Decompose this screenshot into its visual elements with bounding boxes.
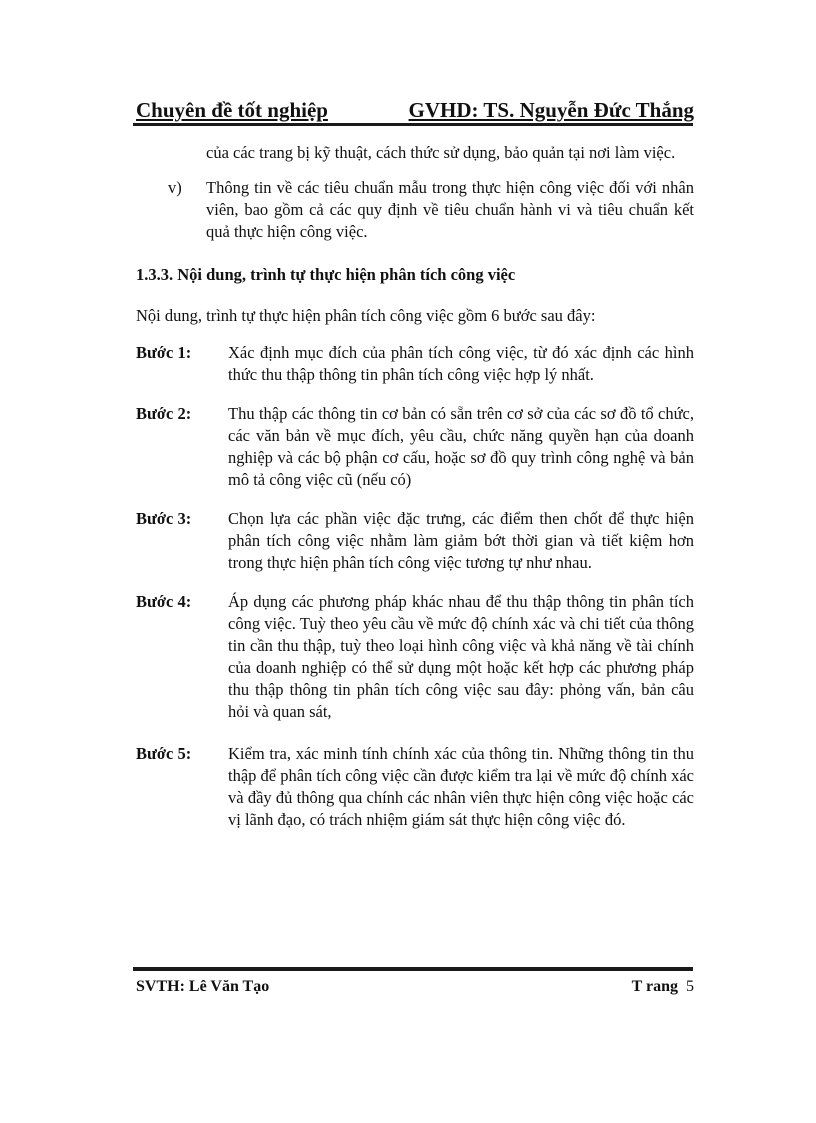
step-text: Thu thập các thông tin cơ bản có sẵn trên cơ sở của các sơ đồ tổ chức, các văn bản về mục đích, yêu cầu, chức năng quyền hạn của doanh nghiệp và các bộ phận cơ cấu, hoặc sơ đồ quy trình công nghệ và bản mô tả công việc cũ (nếu có) (228, 404, 694, 489)
footer-divider (133, 967, 693, 971)
page-footer (136, 978, 694, 1000)
step-label: Bước 1: (136, 343, 192, 362)
page-body (136, 142, 694, 831)
header-divider (133, 123, 693, 126)
list-item-text: Thông tin về các tiêu chuẩn mẫu trong thực hiện công việc đối với nhân viên, bao gồm cả các quy định về tiêu chuẩn hành vi và tiêu chuẩn kết quả thực hiện công việc. (206, 178, 694, 241)
step-3 (136, 508, 694, 574)
page-header (136, 98, 694, 124)
list-item-v (136, 177, 694, 243)
step-text: Xác định mục đích của phân tích công việc, từ đó xác định các hình thức thu thập thông tin phân tích công việc hợp lý nhất. (228, 343, 694, 384)
continuation-paragraph: của các trang bị kỹ thuật, cách thức sử dụng, bảo quản tại nơi làm việc. (206, 143, 676, 162)
page-indicator (632, 978, 694, 996)
thesis-title: Chuyên đề tốt nghiệp (136, 98, 328, 122)
page-label: T rang (631, 978, 678, 995)
advisor-name: GVHD: TS. Nguyễn Đức Thắng (408, 98, 694, 122)
page-number: 5 (686, 978, 694, 995)
list-marker: v) (168, 178, 182, 197)
step-label: Bước 3: (136, 509, 192, 528)
step-2 (136, 403, 694, 491)
step-text: Kiểm tra, xác minh tính chính xác của thông tin. Những thông tin thu thập để phân tích công việc cần được kiểm tra lại về mức độ chính xác và đầy đủ thông qua chính các nhân viên thực hiện công việc hoặc các vị lãnh đạo, có trách nhiệm giám sát thực hiện công việc đó. (228, 744, 694, 829)
intro-paragraph: Nội dung, trình tự thực hiện phân tích công việc gồm 6 bước sau đây: (136, 306, 596, 325)
step-4 (136, 591, 694, 723)
step-label: Bước 4: (136, 592, 192, 611)
step-text: Áp dụng các phương pháp khác nhau để thu thập thông tin phân tích công việc. Tuỳ theo yêu cầu về mức độ chính xác và chi tiết của thông tin cần thu thập, tuỳ theo loại hình công việc và khả năng về tài chính của doanh nghiệp có thể sử dụng một hoặc kết hợp các phương pháp thu thập thông tin phân tích công việc sau đây: phỏng vấn, bản câu hỏi và quan sát, (228, 592, 694, 721)
student-name: SVTH: Lê Văn Tạo (136, 978, 270, 995)
step-1 (136, 342, 694, 386)
section-heading: 1.3.3. Nội dung, trình tự thực hiện phân tích công việc (136, 265, 516, 284)
step-5 (136, 743, 694, 831)
step-label: Bước 5: (136, 744, 192, 763)
step-text: Chọn lựa các phần việc đặc trưng, các điểm then chốt để thực hiện phân tích công việc nhằm làm giảm bớt thời gian và tiết kiệm hơn trong thực hiện phân tích công việc tương tự như nhau. (228, 509, 694, 572)
step-label: Bước 2: (136, 404, 192, 423)
